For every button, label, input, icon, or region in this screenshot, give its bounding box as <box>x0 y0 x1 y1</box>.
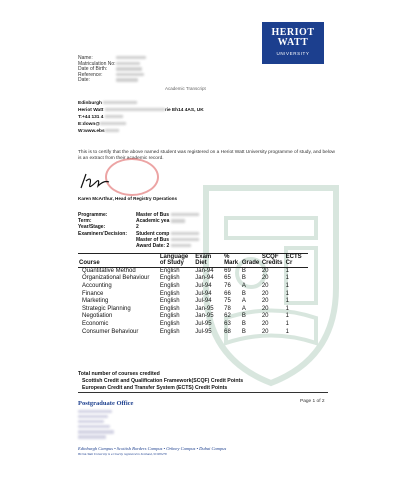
cell-mark: 68 <box>224 328 231 335</box>
footer-charity-note: Heriot-Watt University is a Charity registered in Scotland, SC000278 <box>78 452 167 456</box>
cell-course: Consumer Behaviour <box>82 328 139 335</box>
cell-grade: B <box>241 267 246 274</box>
redacted-value <box>78 435 106 438</box>
student-field-values-redacted <box>116 56 156 84</box>
col-scqf: SCQF Credits <box>261 254 283 267</box>
cell-lang: English <box>159 275 180 282</box>
cell-course: Accounting <box>82 283 112 289</box>
address-block <box>78 100 204 135</box>
table-row <box>78 306 308 314</box>
logo-line-3: UNIVERSITY <box>276 51 310 56</box>
cell-grade: A <box>241 305 246 312</box>
student-fields <box>78 56 116 84</box>
table-row <box>78 267 308 275</box>
field-label-dob: Date of Birth: <box>78 66 108 73</box>
cell-ects: 1 <box>285 290 289 297</box>
footer-contact-redacted <box>78 410 114 440</box>
table-row <box>78 321 308 329</box>
cell-mark: 78 <box>224 305 231 312</box>
redacted-value <box>103 101 137 104</box>
cell-lang: English <box>159 283 180 289</box>
cell-scqf: 20 <box>261 275 269 282</box>
col-exam-diet: Exam Diet <box>195 254 212 267</box>
cell-lang: English <box>159 298 180 305</box>
footer-divider <box>78 392 328 393</box>
cell-course: Strategic Planning <box>82 305 131 312</box>
cell-mark: 76 <box>224 283 231 289</box>
university-logo <box>262 22 324 64</box>
total-courses-label: Total number of courses credited <box>78 371 160 377</box>
page-number: Page 1 of 2 <box>300 399 325 404</box>
examiners-decision-label: Examiners'Decision: <box>78 230 127 237</box>
redacted-value <box>116 67 142 70</box>
credit-totals <box>78 371 328 392</box>
table-row <box>78 329 308 337</box>
address-email: E:down@ <box>78 122 100 127</box>
col-grade: Grade <box>241 260 260 267</box>
programme-value: Master of Bus <box>136 212 170 218</box>
certification-statement: This is to certify that the above named student was registered on a Heriot Watt University programme of study, and below is an extract from their academic record. <box>78 150 336 162</box>
cell-course: Organizational Behaviour <box>82 275 150 282</box>
cell-ects: 1 <box>285 298 289 305</box>
programme-labels <box>78 212 127 237</box>
redacted-value <box>105 108 165 111</box>
decision-value: Student comp <box>136 230 170 237</box>
cell-scqf: 20 <box>261 290 269 297</box>
col-course: Course <box>79 260 100 267</box>
redacted-value <box>105 115 123 118</box>
cell-ects: 1 <box>285 328 289 335</box>
cell-exam: Jan-94 <box>195 267 214 274</box>
course-table <box>78 253 308 336</box>
redacted-value <box>116 73 144 76</box>
address-line-2-start: Heriot Watt <box>78 108 104 113</box>
cell-mark: 63 <box>224 320 231 327</box>
programme-values <box>136 212 199 249</box>
table-row <box>78 298 308 306</box>
col-ects: ECTS Cr <box>285 254 302 267</box>
cell-scqf: 20 <box>261 267 269 274</box>
cell-scqf: 20 <box>261 298 269 305</box>
cell-ects: 1 <box>285 267 289 274</box>
cell-exam: Jan-95 <box>195 305 214 312</box>
table-row <box>78 275 308 283</box>
cell-lang: English <box>159 305 180 312</box>
table-header-row <box>78 254 308 268</box>
redacted-value <box>171 232 199 235</box>
cell-lang: English <box>159 328 180 335</box>
address-web: W:www.ebs <box>78 129 105 134</box>
cell-grade: B <box>241 328 246 335</box>
cell-lang: English <box>159 313 180 320</box>
cell-lang: English <box>159 290 180 297</box>
scqf-total-label: Scottish Credit and Qualification Framework(SCQF) Credit Points <box>82 378 244 384</box>
redacted-value <box>78 430 114 433</box>
redacted-value <box>116 56 146 59</box>
logo-line-2: WATT <box>277 37 309 48</box>
field-label-matriculation: Matriculation No: <box>78 60 116 67</box>
signature-icon <box>78 170 112 192</box>
cell-scqf: 20 <box>261 328 269 335</box>
cell-scqf: 20 <box>261 305 269 312</box>
cell-exam: Jan-95 <box>195 313 214 320</box>
official-stamp-icon <box>105 158 159 196</box>
term-label: Term: <box>78 218 92 225</box>
cell-mark: 75 <box>224 298 231 305</box>
col-language: Language of Study <box>159 254 189 267</box>
term-value: Academic yea <box>136 218 170 225</box>
redacted-value <box>78 415 108 418</box>
signer-name: Karen McArthur, Head of Registry Operations <box>78 196 178 201</box>
cell-grade: B <box>241 313 246 320</box>
redacted-value <box>171 238 199 241</box>
cell-course: Marketing <box>82 298 109 305</box>
field-label-date: Date: <box>78 77 90 84</box>
cell-ects: 1 <box>285 283 289 289</box>
cell-exam: Jul-95 <box>195 320 212 327</box>
year-stage-value: 2 <box>136 224 139 231</box>
cell-exam: Jul-94 <box>195 283 212 289</box>
cell-course: Negotiation <box>82 313 113 320</box>
cell-grade: B <box>241 275 246 282</box>
award-date: Award Date: 2 <box>136 243 170 250</box>
cell-grade: B <box>241 290 246 297</box>
year-stage-label: Year/Stage: <box>78 224 106 231</box>
address-line-2-end: rie Eh14 4AS, UK <box>164 108 204 113</box>
redacted-value <box>171 219 185 222</box>
cell-ects: 1 <box>285 313 289 320</box>
redacted-value <box>100 122 126 125</box>
redacted-value <box>171 213 199 216</box>
table-row <box>78 283 308 291</box>
programme-label: Programme: <box>78 212 108 218</box>
cell-scqf: 20 <box>261 313 269 320</box>
cell-exam: Jul-94 <box>195 298 212 305</box>
cell-ects: 1 <box>285 320 289 327</box>
cell-exam: Jul-94 <box>195 290 212 297</box>
redacted-value <box>78 425 110 428</box>
document-title: Academic Transcript <box>165 86 206 91</box>
cell-scqf: 20 <box>261 283 269 289</box>
redacted-value <box>116 78 138 81</box>
footer-office-title: Postgraduate Office <box>78 400 134 407</box>
cell-ects: 1 <box>285 305 289 312</box>
address-line-1: Edinburgh <box>78 101 102 106</box>
field-label-name: Name: <box>78 55 93 61</box>
cell-course: Quantitative Method <box>82 267 136 274</box>
logo-line-1: HERIOT <box>271 27 315 38</box>
award-value: Master of Bus <box>136 236 170 243</box>
cell-mark: 66 <box>224 290 231 297</box>
field-label-reference: Reference: <box>78 71 103 78</box>
cell-mark: 62 <box>224 313 231 320</box>
table-row <box>78 313 308 321</box>
redacted-value <box>116 62 140 65</box>
cell-exam: Jul-95 <box>195 328 212 335</box>
cell-mark: 65 <box>224 275 231 282</box>
table-row <box>78 291 308 299</box>
cell-grade: A <box>241 283 246 289</box>
cell-course: Economic <box>82 320 109 327</box>
cell-lang: English <box>159 267 180 274</box>
cell-lang: English <box>159 320 180 327</box>
redacted-value <box>105 129 119 132</box>
col-mark: % Mark <box>224 254 239 267</box>
address-phone: T:+44 131 4 <box>78 115 104 120</box>
cell-exam: Jan-94 <box>195 275 214 282</box>
cell-grade: A <box>241 298 246 305</box>
cell-mark: 69 <box>224 267 231 274</box>
footer-campuses: Edinburgh Campus • Scottish Borders Campus • Orkney Campus • Dubai Campus <box>78 446 227 451</box>
cell-course: Finance <box>82 290 104 297</box>
cell-ects: 1 <box>285 275 289 282</box>
redacted-value <box>171 244 191 247</box>
ects-total-label: European Credit and Transfer System (ECTS) Credit Points <box>82 385 228 391</box>
cell-scqf: 20 <box>261 320 269 327</box>
cell-grade: B <box>241 320 246 327</box>
redacted-value <box>78 420 104 423</box>
redacted-value <box>78 410 112 413</box>
